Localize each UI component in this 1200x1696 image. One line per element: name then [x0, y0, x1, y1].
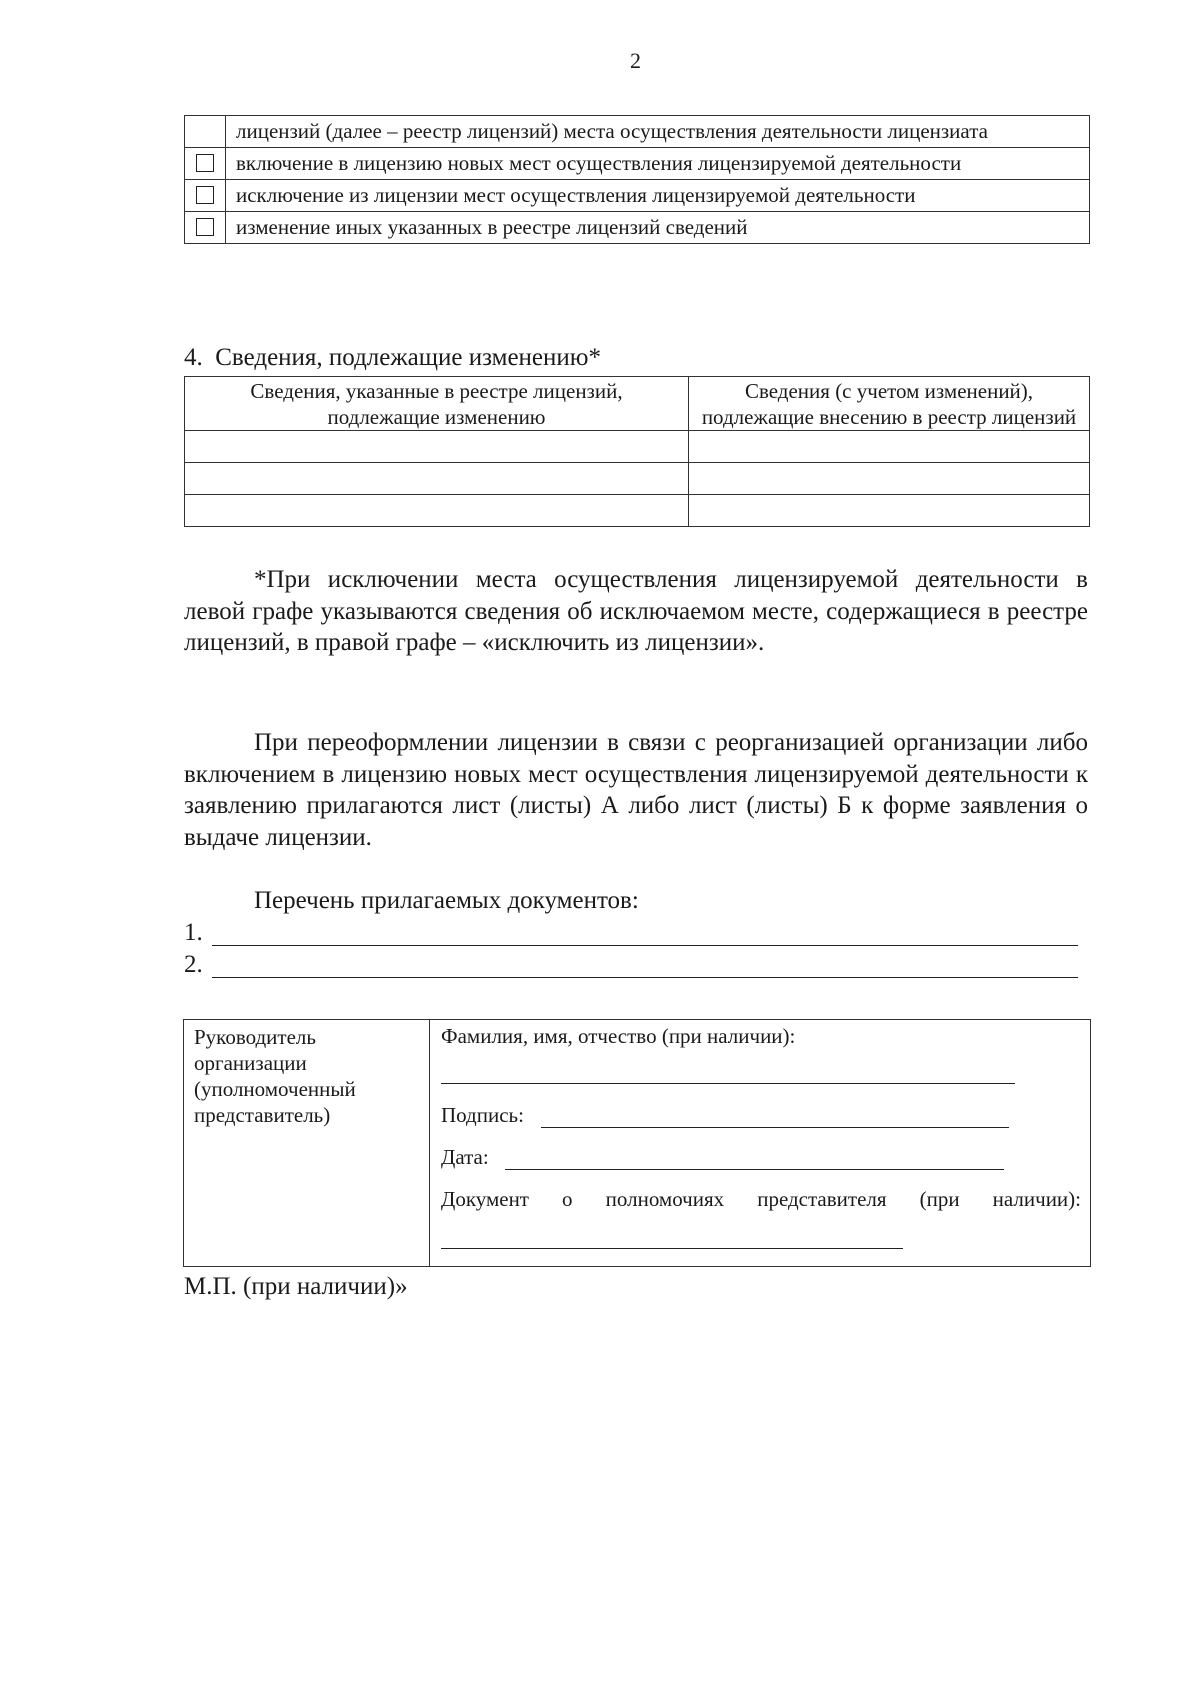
- empty-checkbox-cell: [185, 116, 226, 148]
- authority-document-field[interactable]: [441, 1248, 903, 1249]
- page-number: 2: [630, 48, 641, 73]
- table-row: [185, 212, 1090, 244]
- table-row: [185, 495, 1090, 527]
- table-cell[interactable]: [689, 431, 1090, 463]
- document-item-number: 1.: [184, 919, 203, 946]
- table-cell[interactable]: [689, 495, 1090, 527]
- document-item-number: 2.: [184, 951, 203, 978]
- table-row: [185, 116, 1090, 148]
- section-title: 4. Сведения, подлежащие изменению*: [184, 344, 601, 371]
- stamp-label: М.П. (при наличии)»: [184, 1273, 408, 1300]
- row-text: изменение иных указанных в реестре лицензий сведений: [226, 212, 1090, 244]
- signatory-role: Руководитель организации (уполномоченный представитель): [194, 1025, 356, 1127]
- checkbox[interactable]: [196, 218, 214, 236]
- name-field[interactable]: [441, 1083, 1015, 1084]
- documents-list-title: Перечень прилагаемых документов:: [254, 887, 639, 914]
- row-text: исключение из лицензии мест осуществления лицензируемой деятельности: [226, 180, 1090, 212]
- date-label: Дата:: [441, 1145, 489, 1169]
- checkbox-table: [184, 115, 1090, 244]
- footnote-paragraph: [184, 564, 1088, 659]
- signature-field[interactable]: [541, 1127, 1009, 1128]
- table-cell[interactable]: [185, 463, 689, 495]
- reissue-text: При переоформлении лицензии в связи с реорганизацией организации либо включением в лицензию новых мест осуществления лицензируемой деятельности к заявлению прилагаются лист (листы) А либо лист (листы) Б к форме заявления о выдаче лицензии.: [184, 729, 1088, 851]
- checkbox[interactable]: [196, 154, 214, 172]
- date-field[interactable]: [505, 1169, 1004, 1170]
- row-text: включение в лицензию новых мест осуществления лицензируемой деятельности: [226, 148, 1090, 180]
- table-cell[interactable]: [689, 463, 1090, 495]
- footnote-text: *При исключении места осуществления лицензируемой деятельности в левой графе указываются сведения об исключаемом месте, содержащиеся в реестре лицензий, в правой графе – «исключить из лицензии».: [184, 566, 1088, 656]
- row-text: лицензий (далее – реестр лицензий) места осуществления деятельности лицензиата: [226, 116, 1090, 148]
- table-header-row: [185, 377, 1090, 431]
- reissue-paragraph: [184, 727, 1088, 853]
- divider: [429, 1020, 430, 1266]
- checkbox[interactable]: [196, 186, 214, 204]
- signature-block: [183, 1019, 1091, 1267]
- table-row: [185, 431, 1090, 463]
- table-row: [185, 148, 1090, 180]
- authority-document-label: Документ о полномочиях представителя (при наличии):: [441, 1187, 1081, 1211]
- name-label: Фамилия, имя, отчество (при наличии):: [441, 1024, 796, 1048]
- column-header: Сведения (с учетом изменений), подлежащие внесению в реестр лицензий: [689, 377, 1090, 431]
- changes-table: [184, 376, 1090, 527]
- column-header: Сведения, указанные в реестре лицензий, подлежащие изменению: [185, 377, 689, 431]
- table-cell[interactable]: [185, 431, 689, 463]
- table-row: [185, 463, 1090, 495]
- table-row: [185, 180, 1090, 212]
- signature-label: Подпись:: [441, 1103, 524, 1127]
- document-entry-line[interactable]: [212, 977, 1078, 978]
- table-cell[interactable]: [185, 495, 689, 527]
- document-entry-line[interactable]: [212, 945, 1078, 946]
